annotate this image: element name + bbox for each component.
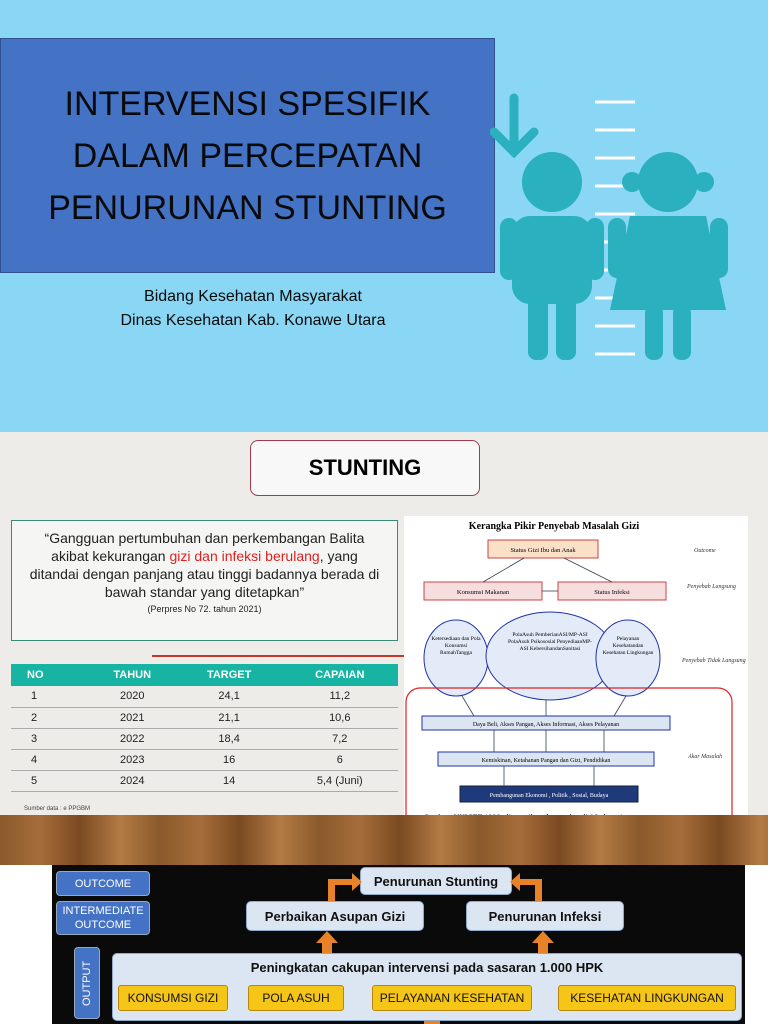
cell: 16 xyxy=(177,749,282,770)
title-slide xyxy=(0,0,768,432)
stunting-target-table xyxy=(11,664,398,792)
cell: 24,1 xyxy=(177,686,282,707)
cell: 2023 xyxy=(88,749,177,770)
cell: 18,4 xyxy=(177,728,282,749)
subtitle-line-1: Bidang Kesehatan Masyarakat xyxy=(144,288,362,305)
box-pembangunan: Pembangunan Ekonomi , Politik , Sosial, Budaya xyxy=(489,793,609,799)
box-penurunan-infeksi: Penurunan Infeksi xyxy=(466,901,624,931)
cell: 2020 xyxy=(88,686,177,707)
title-box xyxy=(0,38,495,273)
cell: 11,2 xyxy=(282,686,398,707)
quote-text-1: “Gangguan pertumbuhan dan perkembangan Balita akibat kekurangan xyxy=(44,530,365,564)
cell: 7,2 xyxy=(282,728,398,749)
quote-source: (Perpres No 72. tahun 2021) xyxy=(147,604,262,614)
unicef-framework-figure xyxy=(404,516,748,838)
label-tidak-langsung: Penyebab Tidak Langsung xyxy=(682,658,746,664)
box-perbaikan-asupan: Perbaikan Asupan Gizi xyxy=(246,901,424,931)
cell: 2 xyxy=(11,707,88,728)
table-row xyxy=(11,728,398,749)
box-kemiskinan: Kemiskinan, Ketahanan Pangan dan Gizi, Pendidikan xyxy=(481,758,611,764)
girl-figure xyxy=(608,152,728,360)
table-row xyxy=(11,770,398,791)
subtitle xyxy=(98,285,408,333)
item-pola-asuh: POLA ASUH xyxy=(248,985,344,1011)
cell: 2022 xyxy=(88,728,177,749)
definition-quote xyxy=(11,520,398,641)
item-konsumsi-gizi: KONSUMSI GIZI xyxy=(118,985,228,1011)
col-capaian: CAPAIAN xyxy=(282,664,398,686)
slide-title: INTERVENSI SPESIFIK DALAM PERCEPATAN PENURUNAN STUNTING xyxy=(48,84,447,227)
cell: 4 xyxy=(11,749,88,770)
cell: 14 xyxy=(177,770,282,791)
item-kesehatan-lingkungan: KESEHATAN LINGKUNGAN xyxy=(558,985,736,1011)
peningkatan-text: Peningkatan cakupan intervensi pada sasaran 1.000 HPK xyxy=(250,960,604,975)
col-tahun: TAHUN xyxy=(88,664,177,686)
col-no: NO xyxy=(11,664,88,686)
label-akar: Akar Masalah xyxy=(688,754,723,760)
subtitle-line-2: Dinas Kesehatan Kab. Konawe Utara xyxy=(120,312,386,329)
divider-line xyxy=(152,655,404,657)
cell: 1 xyxy=(11,686,88,707)
table-row xyxy=(11,749,398,770)
label-langsung: Penyebab Langsung xyxy=(687,584,736,590)
cell: 21,1 xyxy=(177,707,282,728)
label-output: OUTPUT xyxy=(74,947,100,1019)
stunting-slide xyxy=(0,432,768,865)
box-status-gizi: Status Gizi Ibu dan Anak xyxy=(510,547,576,554)
cell: 5 xyxy=(11,770,88,791)
boy-figure xyxy=(500,152,604,360)
table-source: Sumber data : e PPGBM xyxy=(24,806,91,812)
item-pelayanan-kesehatan: PELAYANAN KESEHATAN xyxy=(372,985,532,1011)
cell: 10,6 xyxy=(282,707,398,728)
intervention-diagram xyxy=(52,865,745,1024)
figure-title: Kerangka Pikir Penyebab Masalah Gizi xyxy=(468,521,640,532)
label-outcome: Outcome xyxy=(694,548,716,554)
box-daya-beli: Daya Beli, Akses Pangan, Akses Informasi, Akses Pelayanan xyxy=(472,722,620,728)
table-row xyxy=(11,707,398,728)
arrow-down-icon xyxy=(494,98,534,152)
cell: 3 xyxy=(11,728,88,749)
ellipse-pelayanan: Pelayanan Kesehatandan Kesehatan Lingkungan xyxy=(602,636,654,656)
cell: 2024 xyxy=(88,770,177,791)
box-konsumsi: Konsumsi Makanan xyxy=(456,589,510,596)
stunting-heading: STUNTING xyxy=(250,440,480,496)
quote-text-2: , yang ditandai dengan panjang atau tinggi badannya berada di bawah standar yang ditetapkan” xyxy=(29,548,380,600)
cell: 6 xyxy=(282,749,398,770)
cell: 2021 xyxy=(88,707,177,728)
label-outcome: OUTCOME xyxy=(56,871,150,896)
table-row xyxy=(11,686,398,707)
box-penurunan-stunting: Penurunan Stunting xyxy=(360,867,512,895)
quote-highlight: gizi dan infeksi berulang xyxy=(169,548,320,564)
col-target: TARGET xyxy=(177,664,282,686)
label-intermediate: INTERMEDIATE OUTCOME xyxy=(56,901,150,935)
cell: 5,4 (Juni) xyxy=(282,770,398,791)
children-height-illustration xyxy=(490,90,760,370)
box-infeksi: Status Infeksi xyxy=(594,589,630,596)
ellipse-ketersediaan: Ketersediaan dan Pola Konsumsi RumahTangga xyxy=(431,636,481,656)
ellipse-pola-asuh: PolaAsuh PemberianASI/MP-ASI PolaAsuh Psikososial PenyediaanMP-ASI KebersihandanSanitasi xyxy=(507,632,593,652)
wood-floor xyxy=(0,815,768,865)
